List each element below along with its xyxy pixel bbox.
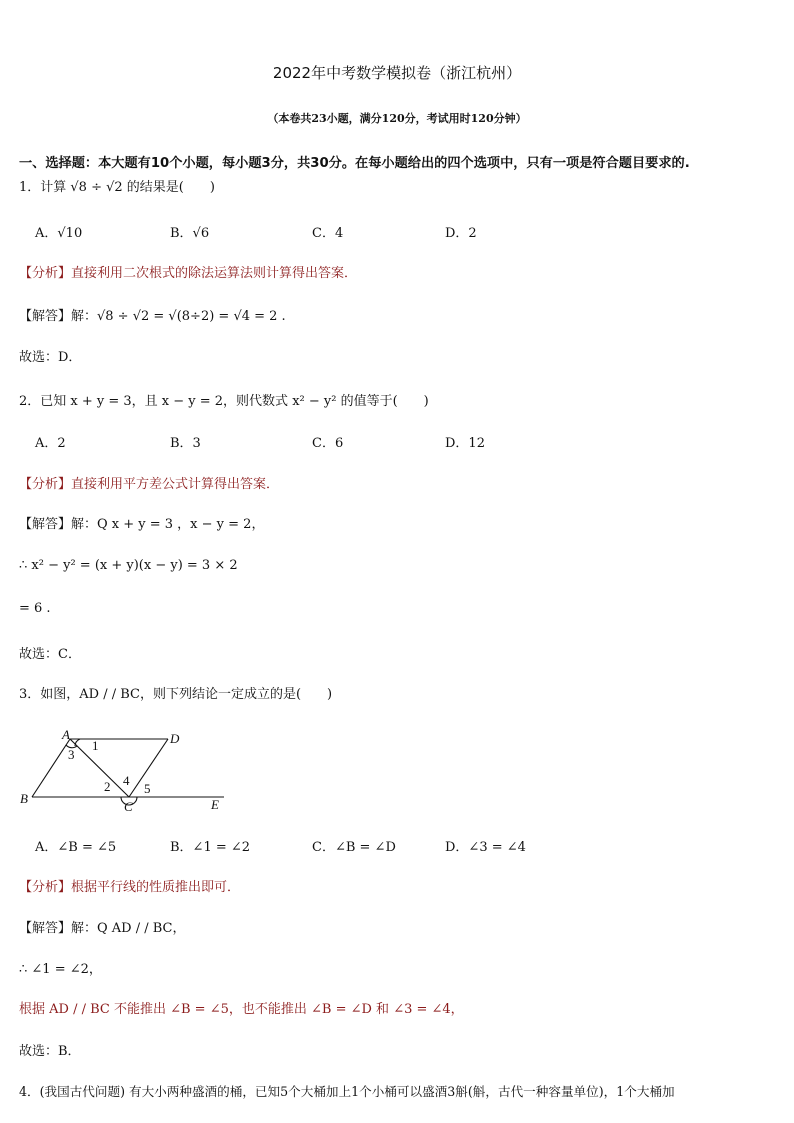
figure-lines bbox=[32, 739, 224, 805]
question-2-step-1: ∴ x² − y² = (x + y)(x − y) = 3 × 2 bbox=[19, 558, 238, 573]
label-5: 5 bbox=[144, 781, 151, 796]
question-2-stem: 2．已知 x + y = 3，且 x − y = 2，则代数式 x² − y² 的值等于( ) bbox=[19, 394, 429, 409]
question-3-step-1: ∴ ∠1 = ∠2， bbox=[19, 962, 102, 977]
line-ac bbox=[70, 739, 129, 797]
question-3-step-2: 根据 AD / / BC 不能推出 ∠B = ∠5，也不能推出 ∠B = ∠D 和 ∠3 = ∠4， bbox=[19, 1002, 464, 1017]
q1-option-c: C．4 bbox=[312, 226, 344, 241]
question-1-stem: 1．计算 √8 ÷ √2 的结果是( ) bbox=[19, 180, 215, 195]
question-3-choice: 故选：B． bbox=[19, 1044, 81, 1059]
q1-option-a: A．√10 bbox=[35, 226, 83, 241]
question-1-solution: 【解答】解：√8 ÷ √2 = √(8÷2) = √4 = 2 . bbox=[19, 309, 286, 324]
q1-option-d: D．2 bbox=[445, 226, 477, 241]
q1-option-b: B．√6 bbox=[170, 226, 210, 241]
question-3-solution: 【解答】解：Q AD / / BC， bbox=[19, 921, 186, 936]
question-4-stem: 4．(我国古代问题) 有大小两种盛酒的桶，已知5个大桶加上1个小桶可以盛酒3斛(斛，古代一种容量单位)，1个大桶加 bbox=[19, 1084, 675, 1099]
q2-option-c: C．6 bbox=[312, 436, 344, 451]
question-2-solution: 【解答】解：Q x + y = 3 ，x − y = 2， bbox=[19, 517, 265, 532]
question-1-choice: 故选：D． bbox=[19, 350, 82, 365]
line-ab bbox=[32, 739, 70, 797]
label-b: B bbox=[20, 791, 28, 806]
question-3-analysis: 【分析】根据平行线的性质推出即可． bbox=[19, 880, 241, 895]
label-a: A bbox=[62, 727, 70, 742]
section-heading: 一、选择题：本大题有10个小题，每小题3分，共30分。在每小题给出的四个选项中，只有一项是符合题目要求的. bbox=[19, 156, 690, 171]
q3-option-a: A．∠B = ∠5 bbox=[35, 840, 117, 855]
question-2-analysis: 【分析】直接利用平方差公式计算得出答案． bbox=[19, 477, 280, 492]
label-4: 4 bbox=[123, 773, 130, 788]
q3-option-d: D．∠3 = ∠4 bbox=[445, 840, 526, 855]
question-2-step-2: = 6 . bbox=[19, 601, 51, 616]
q2-option-d: D．12 bbox=[445, 436, 485, 451]
page-subtitle: （本卷共23小题，满分120分，考试用时120分钟） bbox=[267, 112, 527, 125]
question-1-analysis: 【分析】直接利用二次根式的除法运算法则计算得出答案． bbox=[19, 266, 358, 281]
q2-option-a: A．2 bbox=[35, 436, 66, 451]
label-2: 2 bbox=[104, 779, 111, 794]
label-c: C bbox=[124, 799, 133, 814]
page-title: 2022年中考数学模拟卷（浙江杭州） bbox=[272, 64, 522, 82]
geometry-figure bbox=[18, 727, 238, 817]
label-e: E bbox=[211, 797, 219, 812]
question-3-stem: 3．如图，AD / / BC，则下列结论一定成立的是( ) bbox=[19, 687, 333, 702]
label-1: 1 bbox=[92, 738, 99, 753]
label-3: 3 bbox=[68, 747, 75, 762]
q2-option-b: B．3 bbox=[170, 436, 201, 451]
q3-option-b: B．∠1 = ∠2 bbox=[170, 840, 251, 855]
question-2-choice: 故选：C． bbox=[19, 647, 81, 662]
q3-option-c: C．∠B = ∠D bbox=[312, 840, 396, 855]
label-d: D bbox=[170, 731, 180, 746]
